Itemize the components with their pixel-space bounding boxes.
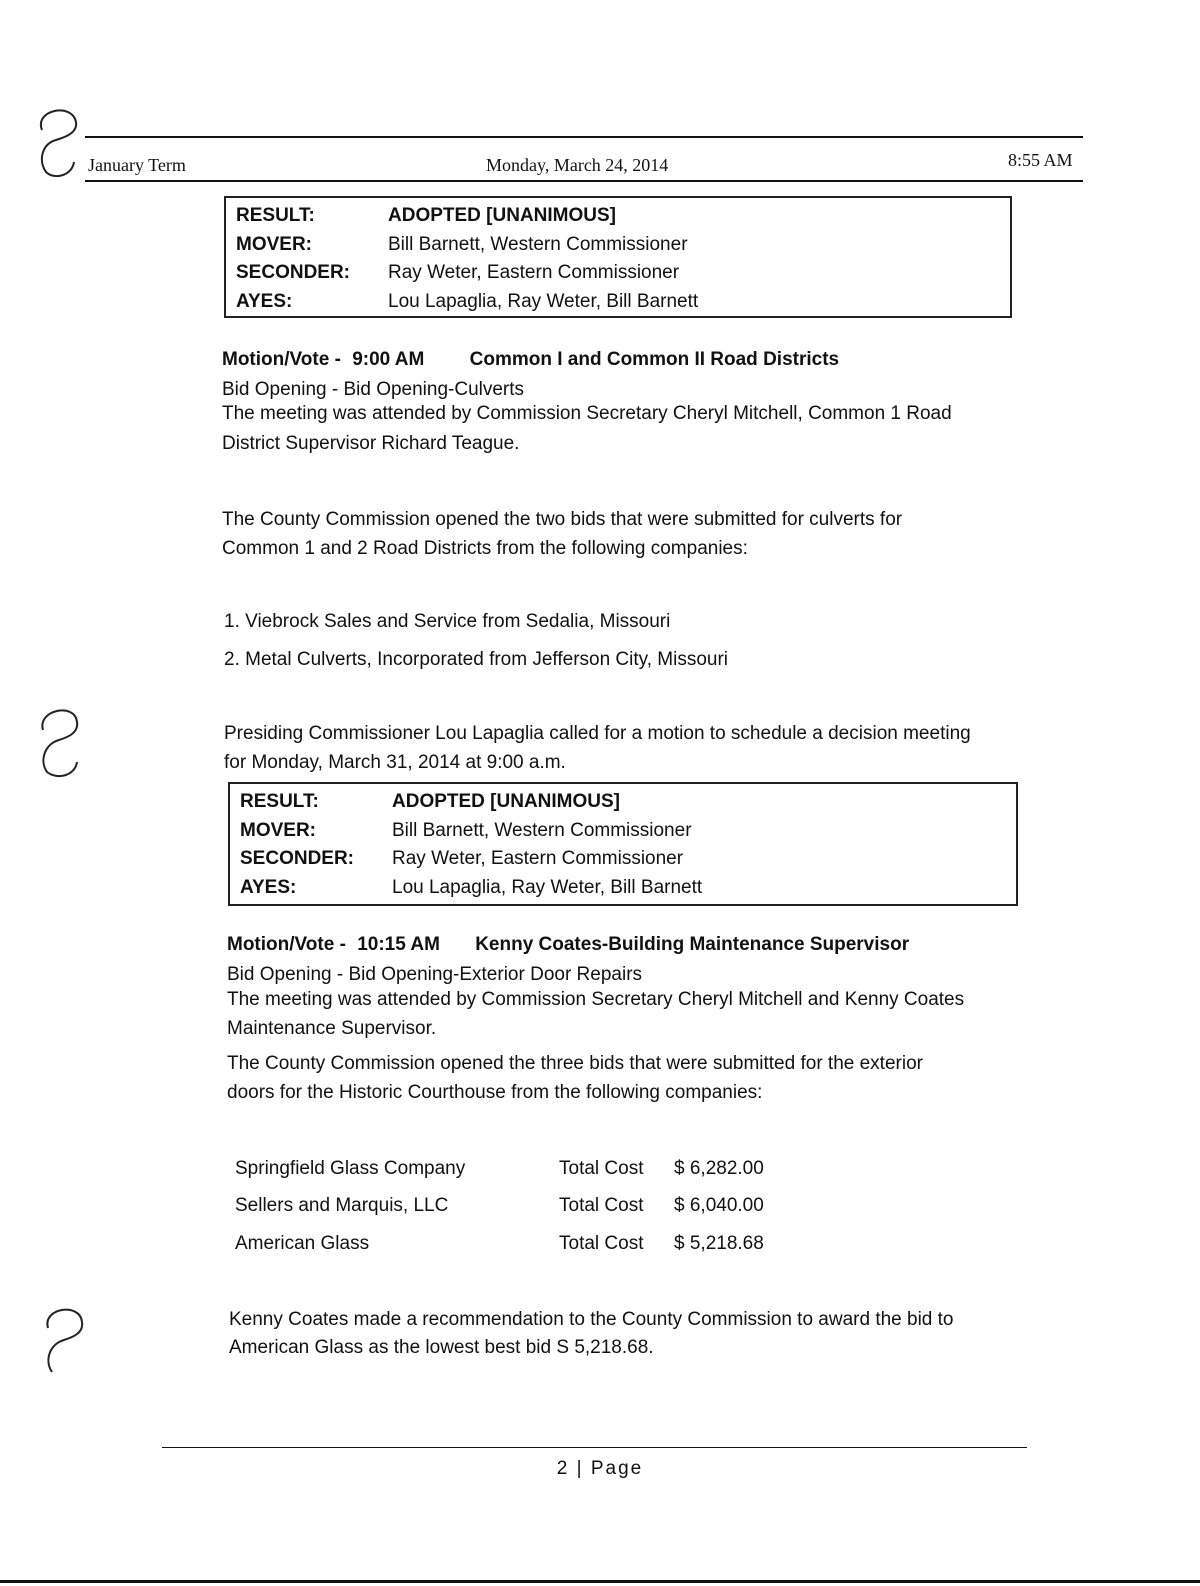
result-label: RESULT: — [236, 205, 315, 227]
attended-line: District Supervisor Richard Teague. — [222, 433, 520, 454]
result-row — [236, 202, 1010, 231]
ayes-label: AYES: — [240, 876, 297, 898]
bid-row — [235, 1233, 795, 1263]
bid-amount: $ 6,040.00 — [674, 1195, 764, 1216]
header-term: January Term — [88, 155, 186, 175]
ayes-value: Lou Lapaglia, Ray Weter, Bill Barnett — [388, 290, 699, 312]
bid-company: American Glass — [235, 1233, 370, 1254]
opened-line: The County Commission opened the three bids that were submitted for the exterior — [227, 1053, 923, 1074]
mover-value: Bill Barnett, Western Commissioner — [388, 233, 688, 255]
seconder-value: Ray Weter, Eastern Commissioner — [388, 262, 680, 284]
motion-prefix: Motion/Vote - — [227, 934, 346, 955]
bid-cost-label: Total Cost — [559, 1158, 644, 1179]
seconder-row — [240, 845, 1016, 874]
page-number: 2 | Page — [556, 1458, 644, 1479]
opened-line: The County Commission opened the two bids that were submitted for culverts for — [222, 509, 903, 530]
motion-heading — [227, 934, 909, 956]
bid-cost-label: Total Cost — [559, 1195, 644, 1216]
ayes-row — [240, 874, 1016, 903]
bid-company: Sellers and Marquis, LLC — [235, 1195, 449, 1216]
ayes-value: Lou Lapaglia, Ray Weter, Bill Barnett — [392, 876, 703, 898]
opened-line: Common 1 and 2 Road Districts from the following companies: — [222, 538, 748, 559]
bid-company: Springfield Glass Company — [235, 1158, 466, 1179]
bid-amount: $ 6,282.00 — [674, 1158, 764, 1179]
mover-value: Bill Barnett, Western Commissioner — [392, 819, 692, 841]
result-row — [240, 788, 1016, 817]
motion-title: Common I and Common II Road Districts — [469, 349, 840, 370]
bid-row — [235, 1158, 795, 1188]
result-box — [224, 196, 1012, 318]
attended-line: The meeting was attended by Commission Secretary Cheryl Mitchell, Common 1 Road — [222, 403, 952, 424]
result-value: ADOPTED [UNANIMOUS] — [392, 791, 620, 813]
mover-row — [236, 231, 1010, 260]
motion-heading — [222, 349, 839, 371]
result-label: RESULT: — [240, 791, 319, 813]
motion-title: Kenny Coates-Building Maintenance Supervisor — [475, 934, 910, 955]
seconder-row — [236, 259, 1010, 288]
mover-label: MOVER: — [236, 233, 312, 255]
result-value: ADOPTED [UNANIMOUS] — [388, 205, 616, 227]
opened-line: doors for the Historic Courthouse from the following companies: — [227, 1082, 763, 1103]
binder-hole-icon — [32, 100, 80, 180]
seconder-label: SECONDER: — [236, 262, 351, 284]
header-date: Monday, March 24, 2014 — [486, 155, 669, 175]
bid-row — [235, 1195, 795, 1225]
ayes-label: AYES: — [236, 290, 293, 312]
bid-cost-label: Total Cost — [559, 1233, 644, 1254]
mover-row — [240, 817, 1016, 846]
seconder-value: Ray Weter, Eastern Commissioner — [392, 848, 684, 870]
result-box — [228, 782, 1018, 906]
mover-label: MOVER: — [240, 819, 316, 841]
attended-line: Maintenance Supervisor. — [227, 1018, 437, 1039]
bid-opening-line: Bid Opening - Bid Opening-Culverts — [222, 379, 525, 400]
attended-line: The meeting was attended by Commission Secretary Cheryl Mitchell and Kenny Coates — [227, 989, 965, 1010]
recommendation-line: American Glass as the lowest best bid S 5,218.68. — [229, 1337, 654, 1358]
recommendation-line: Kenny Coates made a recommendation to the County Commission to award the bid to — [229, 1309, 954, 1330]
motion-prefix: Motion/Vote - — [222, 349, 341, 370]
footer-rule — [162, 1447, 1027, 1448]
motion-time: 9:00 AM — [352, 349, 425, 370]
presiding-line: for Monday, March 31, 2014 at 9:00 a.m. — [224, 752, 566, 773]
header-bottom-rule — [85, 180, 1083, 182]
list-item: 2. Metal Culverts, Incorporated from Jefferson City, Missouri — [224, 649, 729, 670]
seconder-label: SECONDER: — [240, 848, 355, 870]
binder-hole-icon — [40, 1300, 88, 1380]
scan-bottom-edge — [0, 1580, 1200, 1583]
motion-time: 10:15 AM — [357, 934, 440, 955]
header-top-rule — [85, 136, 1083, 138]
bid-amount: $ 5,218.68 — [674, 1233, 764, 1254]
header-time: 8:55 AM — [1008, 150, 1073, 170]
bid-opening-line: Bid Opening - Bid Opening-Exterior Door Repairs — [227, 964, 643, 985]
list-item: 1. Viebrock Sales and Service from Sedalia, Missouri — [224, 611, 671, 632]
ayes-row — [236, 288, 1010, 317]
presiding-line: Presiding Commissioner Lou Lapaglia called for a motion to schedule a decision meeting — [224, 723, 971, 744]
binder-hole-icon — [35, 700, 83, 780]
